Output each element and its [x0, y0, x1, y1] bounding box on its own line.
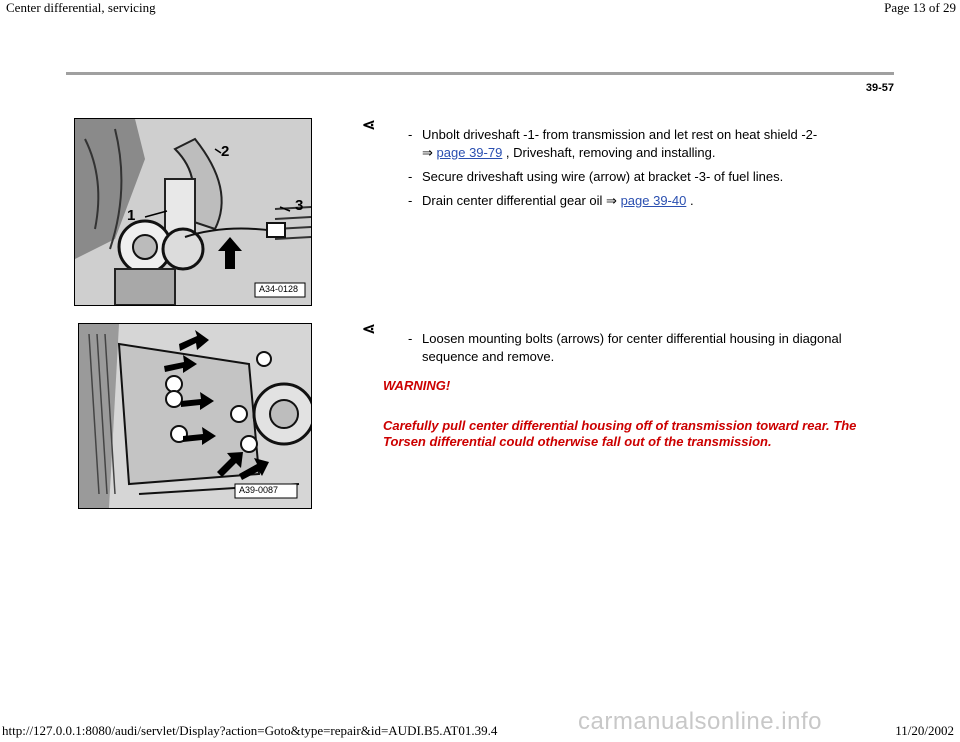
callout-3: 3 [295, 197, 304, 214]
warning-text: Carefully pull center differential housing off of transmission toward rear. The Torsen differential could otherwise fall out of the transmission. [383, 418, 857, 449]
figure-pointer-icon: ⋖ [362, 117, 376, 134]
warning-title: WARNING! [383, 378, 451, 393]
xref-arrow-icon: ⇒ [422, 145, 433, 160]
figure-driveshaft [74, 118, 312, 306]
document-title: Center differential, servicing [6, 0, 156, 15]
xref-arrow-icon: ⇒ [606, 193, 617, 208]
step-unbolt-driveshaft [408, 126, 878, 162]
differential-housing-illustration [79, 324, 311, 508]
footer-date: 11/20/2002 [895, 723, 954, 738]
step-secure-driveshaft [408, 168, 878, 186]
step-drain-oil [408, 192, 878, 210]
step-dash: - [408, 169, 413, 184]
step-text: Unbolt driveshaft -1- from transmission and let rest on heat shield -2- [422, 127, 818, 142]
figure-code: A34-0128 [259, 284, 299, 294]
watermark: carmanualsonline.info [578, 708, 822, 735]
step-text: Loosen mounting bolts (arrows) for center differential housing in diagonal sequence and remove. [422, 331, 842, 364]
header-rule [66, 72, 894, 75]
link-page-39-40[interactable]: page 39-40 [620, 193, 687, 208]
callout-1: 1 [127, 207, 136, 224]
step-text: Secure driveshaft using wire (arrow) at bracket -3- of fuel lines. [422, 169, 784, 184]
callout-2: 2 [221, 143, 230, 160]
page-number: 39-57 [865, 82, 894, 94]
driveshaft-illustration [75, 119, 311, 305]
figure-differential-housing [78, 323, 312, 509]
step-text: Drain center differential gear oil [422, 193, 607, 208]
figure-pointer-icon: ⋖ [362, 321, 376, 338]
step-text-cont: , Driveshaft, removing and installing. [502, 145, 716, 160]
figure-code: A39-0087 [239, 485, 279, 495]
step-dash: - [408, 331, 413, 346]
page-indicator: Page 13 of 29 [884, 0, 956, 15]
step-text-cont: . [686, 193, 694, 208]
step-loosen-bolts [408, 330, 858, 366]
footer-url: http://127.0.0.1:8080/audi/servlet/Display?action=Goto&type=repair&id=AUDI.B5.AT01.39.4 [2, 723, 498, 738]
step-dash: - [408, 193, 413, 208]
link-page-39-79[interactable]: page 39-79 [436, 145, 503, 160]
step-dash: - [408, 127, 413, 142]
